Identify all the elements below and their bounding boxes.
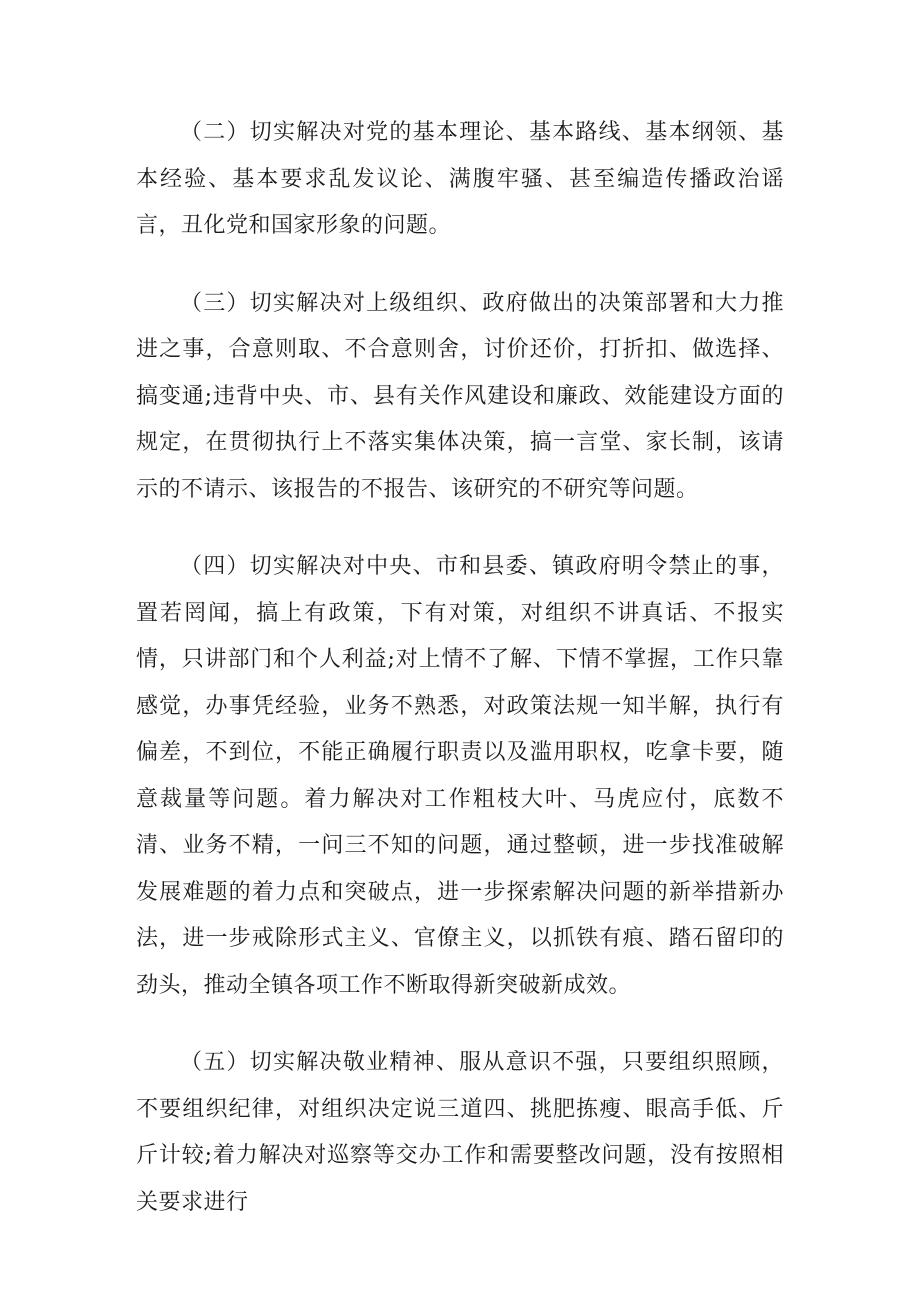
document-body — [136, 110, 784, 1257]
paragraph-item-4: （四）切实解决对中央、市和县委、镇政府明令禁止的事，置若罔闻，搞上有政策，下有对策，对组织不讲真话、不报实情，只讲部门和个人利益;对上情不了解、下情不掌握，工作只靠感觉，办事凭经验，业务不熟悉，对政策法规一知半解，执行有偏差，不到位，不能正确履行职责以及滥用职权，吃拿卡要，随意裁量等问题。着力解决对工作粗枝大叶、马虎应付，底数不清、业务不精，一问三不知的问题，通过整顿，进一步找准破解发展难题的着力点和突破点，进一步探索解决问题的新举措新办法，进一步戒除形式主义、官僚主义，以抓铁有痕、踏石留印的劲头，推动全镇各项工作不断取得新突破新成效。 — [136, 554, 784, 998]
paragraph-item-5: （五）切实解决敬业精神、服从意识不强，只要组织照顾，不要组织纪律，对组织决定说三道四、挑肥拣瘦、眼高手低、斤斤计较;着力解决对巡察等交办工作和需要整改问题，没有按照相关要求进行 — [136, 1050, 784, 1215]
paragraph-item-2: （二）切实解决对党的基本理论、基本路线、基本纲领、基本经验、基本要求乱发议论、满腹牢骚、甚至编造传播政治谣言，丑化党和国家形象的问题。 — [136, 120, 784, 238]
paragraph-item-3: （三）切实解决对上级组织、政府做出的决策部署和大力推进之事，合意则取、不合意则舍，讨价还价，打折扣、做选择、搞变通;违背中央、市、县有关作风建设和廉政、效能建设方面的规定，在贯彻执行上不落实集体决策，搞一言堂、家长制，该请示的不请示、该报告的不报告、该研究的不研究等问题。 — [136, 290, 784, 502]
